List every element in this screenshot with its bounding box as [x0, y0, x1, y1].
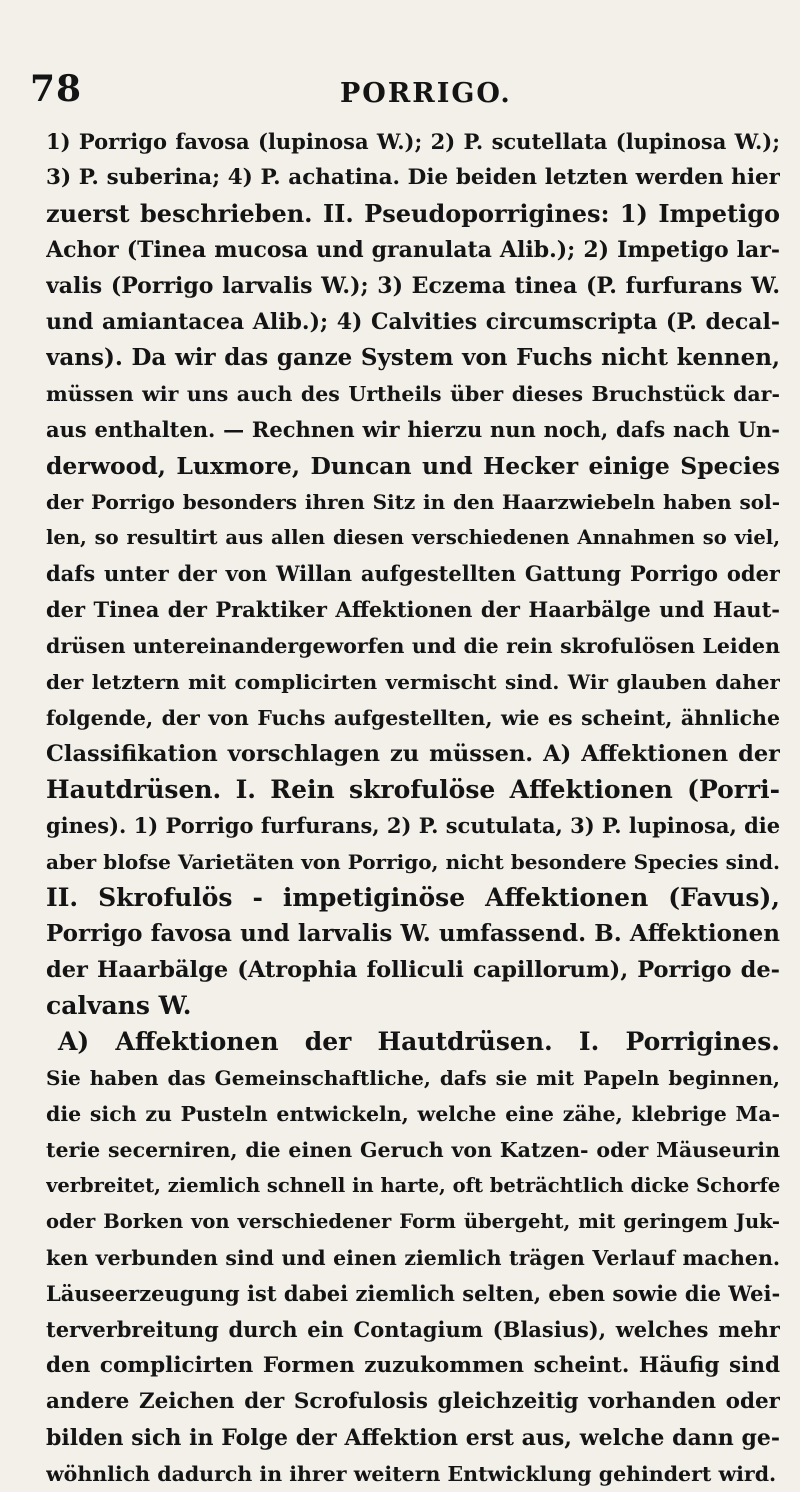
page-number: 78 — [30, 68, 83, 110]
text-line: der Tinea der Praktiker Affektionen der Haarbälge und Haut- — [46, 597, 780, 622]
text-line: Classifikation vorschlagen zu müssen. A) Affektionen der — [46, 741, 780, 767]
text-line: drüsen untereinandergeworfen und die rein skrofulösen Leiden — [46, 634, 780, 658]
text-line: oder Borken von verschiedener Form übergeht, mit geringem Juk- — [46, 1210, 780, 1233]
text-line: II. Skrofulös - impetiginöse Affektionen (Favus), — [46, 883, 780, 912]
body-text — [46, 124, 780, 1492]
text-line: der letztern mit complicirten vermischt sind. Wir glauben daher — [46, 670, 780, 694]
text-line: 3) P. suberina; 4) P. achatina. Die beiden letzten werden hier — [46, 165, 780, 190]
text-line: Porrigo favosa und larvalis W. umfassend. B. Affektionen — [46, 920, 780, 947]
text-line: der Haarbälge (Atrophia folliculi capillorum), Porrigo de- — [46, 957, 780, 983]
text-line: die sich zu Pusteln entwickeln, welche eine zähe, klebrige Ma- — [46, 1102, 780, 1126]
text-line: aus enthalten. — Rechnen wir hierzu nun noch, dafs nach Un- — [46, 417, 780, 442]
text-line: der Porrigo besonders ihren Sitz in den Haarzwiebeln haben sol- — [46, 490, 780, 514]
section-heading-line: A) Affektionen der Hautdrüsen. I. Porrigines. — [58, 1027, 780, 1056]
text-line: 1) Porrigo favosa (lupinosa W.); 2) P. scutellata (lupinosa W.); — [46, 129, 780, 154]
text-line: Achor (Tinea mucosa und granulata Alib.); 2) Impetigo lar- — [46, 237, 780, 263]
text-line: Sie haben das Gemeinschaftliche, dafs sie mit Papeln beginnen, — [46, 1066, 780, 1090]
text-line: Hautdrüsen. I. Rein skrofulöse Affektionen (Porri- — [46, 775, 780, 804]
text-line: folgende, der von Fuchs aufgestellten, wie es scheint, ähnliche — [46, 706, 780, 730]
text-line: aber blofse Varietäten von Porrigo, nicht besondere Species sind. — [46, 850, 780, 874]
text-line: zuerst beschrieben. II. Pseudoporrigines: 1) Impetigo — [46, 199, 780, 228]
text-line: Läuseerzeugung ist dabei ziemlich selten, eben sowie die Wei- — [46, 1281, 780, 1306]
text-line: bilden sich in Folge der Affektion erst aus, welche dann ge- — [46, 1425, 780, 1451]
text-line: terie secerniren, die einen Geruch von Katzen- oder Mäuseurin — [46, 1138, 780, 1162]
text-line: gines). 1) Porrigo furfurans, 2) P. scutulata, 3) P. lupinosa, die — [46, 813, 780, 838]
text-line: dafs unter der von Willan aufgestellten Gattung Porrigo oder — [46, 561, 780, 586]
text-line: terverbreitung durch ein Contagium (Blasius), welches mehr — [46, 1317, 780, 1342]
text-line: verbreitet, ziemlich schnell in harte, oft beträchtlich dicke Schorfe — [46, 1174, 780, 1197]
text-line: ken verbunden sind und einen ziemlich trägen Verlauf machen. — [46, 1246, 780, 1270]
text-line: calvans W. — [46, 991, 192, 1020]
running-head: PORRIGO. — [340, 78, 512, 109]
text-line: andere Zeichen der Scrofulosis gleichzeitig vorhanden oder — [46, 1389, 780, 1414]
text-line: len, so resultirt aus allen diesen verschiedenen Annahmen so viel, — [46, 526, 780, 549]
text-line: valis (Porrigo larvalis W.); 3) Eczema tinea (P. furfurans W. — [46, 273, 780, 299]
text-line: vans). Da wir das ganze System von Fuchs nicht kennen, — [46, 344, 780, 371]
text-line: den complicirten Formen zuzukommen scheint. Häufig sind — [46, 1353, 780, 1378]
text-line: müssen wir uns auch des Urtheils über dieses Bruchstück dar- — [46, 382, 780, 406]
text-line: wöhnlich dadurch in ihrer weitern Entwicklung gehindert wird. — [46, 1462, 777, 1486]
text-line: derwood, Luxmore, Duncan und Hecker einige Species — [46, 452, 780, 480]
text-line: und amiantacea Alib.); 4) Calvities circumscripta (P. decal- — [46, 309, 780, 335]
